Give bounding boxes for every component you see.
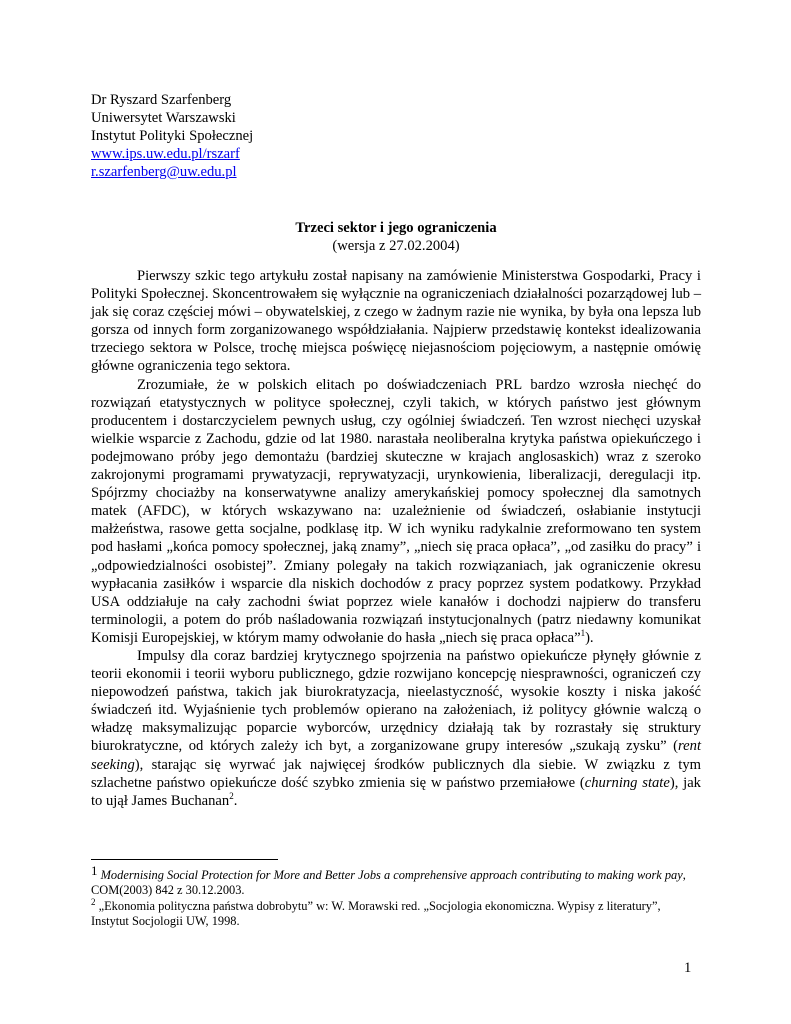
body-text <box>91 267 701 810</box>
paragraph-2-tail: ). <box>585 629 594 646</box>
email-link[interactable]: r.szarfenberg@uw.edu.pl <box>91 164 237 180</box>
paragraph-2 <box>91 376 701 647</box>
author-name: Dr Ryszard Szarfenberg <box>91 92 232 108</box>
footnote-1-rest: , COM(2003) 842 z 30.12.2003. <box>91 868 686 898</box>
website-link[interactable]: www.ips.uw.edu.pl/rszarf <box>91 146 240 162</box>
paragraph-3-text-b: ), starając się wyrwać jak najwięcej środków publicznych dla siebie. W związku z tym szlachetne państwo opiekuńcze dość szybko zmienia się w państwo przemiałowe ( <box>91 756 701 791</box>
document-version: (wersja z 27.02.2004) <box>332 238 460 254</box>
paragraph-1-text: Pierwszy szkic tego artykułu został napisany na zamówienie Ministerstwa Gospodarki, Pracy i Polityki Społecznej. Skoncentrowałem się wyłącznie na ograniczeniach działalności pozarządowej lub – jak się coraz częściej mówi – obywatelskiej, z czego w żadnym razie nie wynika, by była ona lepsza lub gorsza od innych form zorganizowanego współdziałania. Najpierw przedstawię kontekst idealizowania trzeciego sektora w Polsce, trochę miejsca poświęcę niejasnościom pojęciowym, a następnie omówię główne ograniczenia tego sektora. <box>91 268 701 375</box>
document-title: Trzeci sektor i jego ograniczenia <box>295 220 497 236</box>
author-block <box>91 91 253 181</box>
paragraph-1 <box>91 267 701 376</box>
paragraph-2-text: Zrozumiałe, że w polskich elitach po doświadczeniach PRL bardzo wzrosła niechęć do rozwiązań etatystycznych w polityce społecznej, czyli takich, w których państwo jest głównym producentem i dostarczycielem pewnych usług, czy ogólniej świadczeń. Ten wzrost niechęci uzyskał wielkie wsparcie z Zachodu, gdzie od lat 1980. narastała neoliberalna krytyka państwa opiekuńczego i podejmowano próby jego demontażu (bardziej skuteczne w krajach anglosaskich) wraz z szeroko zakrojonymi programami prywatyzacji, reprywatyzacji, urynkowienia, liberalizacji, deregulacji itp. Spójrzmy chociażby na konserwatywne analizy amerykańskiej pomocy społecznej dla samotnych matek (AFDC), w których wskazywano na: uzależnienie od świadczeń, osłabianie instytucji małżeństwa, rasowe getta socjalne, podklasę itp. W ich wyniku radykalnie zreformowano ten system pod hasłami „końca pomocy społecznej, jaką znamy”, „niech się praca opłaca”, „od zasiłku do pracy” i „odpowiedzialności osobistej”. Zmiany polegały na takich rozwiązaniach, jak ograniczenie okresu wypłacania zasiłków i wsparcie dla niskich dochodów z pracy poprzez system podatkowy. Przykład USA oddziałuje na cały zachodni świat poprzez wiele kanałów i dochodzi najpierw do transferu terminologii, a potem do prób naśladowania rozwiązań instytucjonalnych (patrz niedawny komunikat Komisji Europejskiej, w którym mamy odwołanie do hasła „niech się praca opłaca” <box>91 376 701 646</box>
footnote-ref-2[interactable]: 2 <box>229 790 234 801</box>
footnote-ref-1[interactable]: 1 <box>580 628 586 639</box>
paragraph-3-end: . <box>233 792 238 809</box>
footnote-2 <box>91 896 701 930</box>
paragraph-3-text-c: ), jak to ujął James Buchanan <box>91 774 701 809</box>
term-rent-seeking: rent seeking <box>91 738 701 773</box>
term-churning-state: churning state <box>584 774 670 791</box>
footnote-1-number: 1 <box>91 863 98 878</box>
paragraph-3-text-a: Impulsy dla coraz bardziej krytycznego spojrzenia na państwo opiekuńcze płynęły głównie z teorii ekonomii i teorii wyboru publicznego, gdzie rozwijano koncepcję niesprawności, ograniczeń czy niepowodzeń państwa, takich jak biurokratyzacja, nieelastyczność, wysokie koszty i niska jakość świadczeń itd. Wyjaśnienie tych problemów opierano na założeniach, iż politycy głównie walczą o władzę maksymalizując poparcie wyborców, urzędnicy działają tak by rozrastały się struktury biurokratyczne, od których zależy ich byt, a zorganizowane grupy interesów „szukają zysku” ( <box>91 647 701 755</box>
footnote-2-number: 2 <box>91 896 96 907</box>
footnote-separator <box>91 859 278 860</box>
footnote-1-title: Modernising Social Protection for More and Better Jobs a comprehensive approach contributing to making work pay <box>100 868 683 882</box>
title-block <box>91 219 701 255</box>
page-number: 1 <box>684 960 692 976</box>
footnote-1 <box>91 863 701 899</box>
author-university: Uniwersytet Warszawski <box>91 110 236 126</box>
author-institute: Instytut Polityki Społecznej <box>91 128 254 144</box>
paragraph-3 <box>91 647 701 810</box>
footnotes <box>91 863 701 930</box>
footnote-2-text: „Ekonomia polityczna państwa dobrobytu” w: W. Morawski red. „Socjologia ekonomiczna. Wypisy z literatury”, Instytut Socjologii UW, 1998. <box>91 898 661 929</box>
